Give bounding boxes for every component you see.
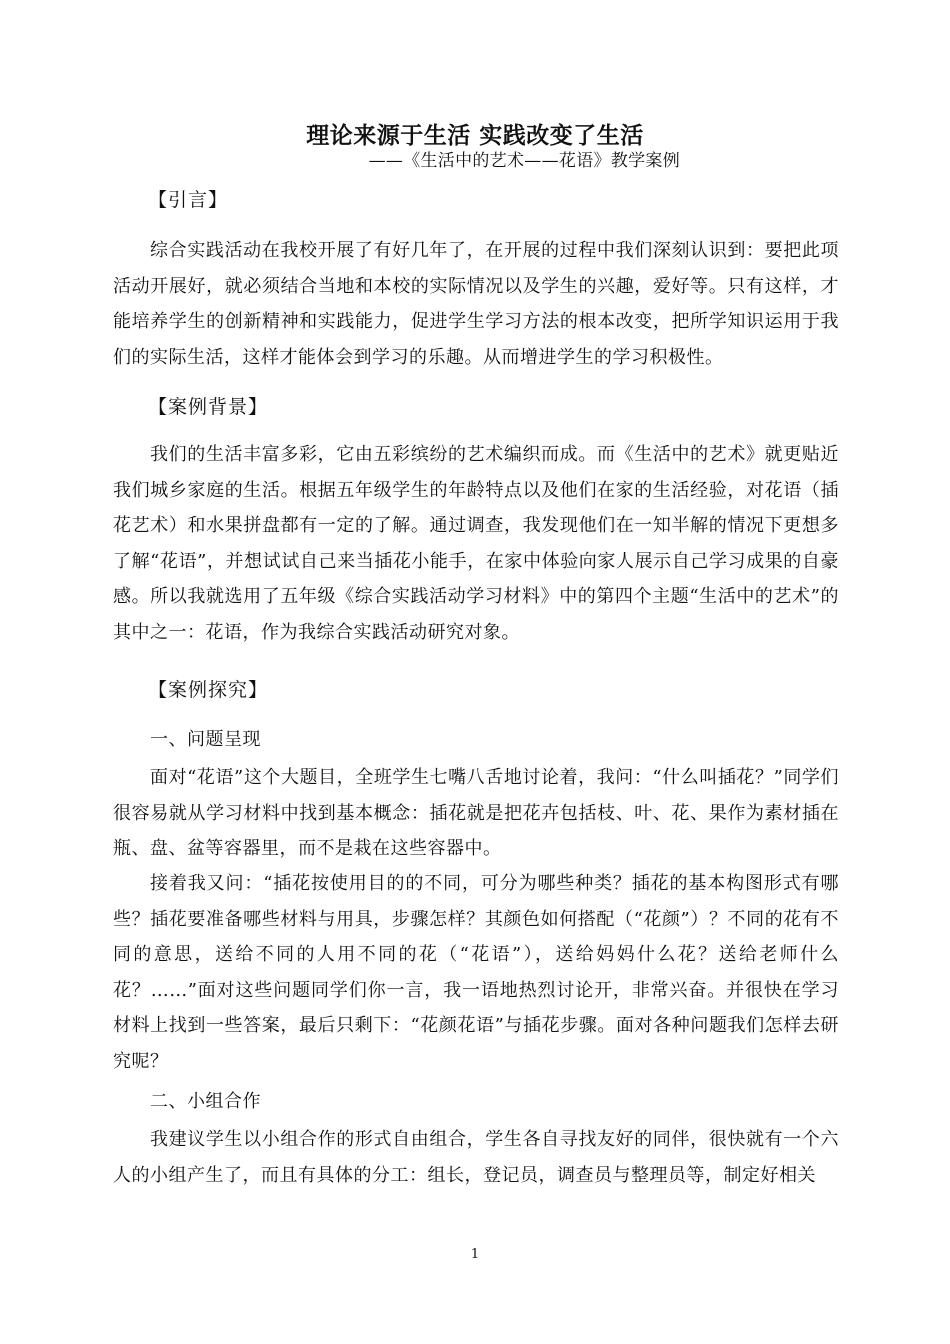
document-subtitle: ——《生活中的艺术——花语》教学案例 xyxy=(368,151,680,171)
problem-paragraph-2: 接着我又问：“插花按使用目的的不同，可分为哪些种类？插花的基本构图形式有哪些？插花要准备哪些材料与用具，步骤怎样？其颜色如何搭配（“花颜”）？不同的花有不同的意思，送给不同的人用不同的花（“花语”），送给妈妈什么花？送给老师什么花？……”面对这些问题同学们你一言，我一语地热烈讨论开，非常兴奋。并很快在学习材料上找到一些答案，最后只剩下：“花颜花语”与插花步骤。面对各种问题我们怎样去研究呢？ xyxy=(113,873,839,1072)
document-title: 理论来源于生活 实践改变了生活 xyxy=(306,123,644,149)
section-heading-background: 【案例背景】 xyxy=(148,396,269,418)
page-number: 1 xyxy=(470,1247,480,1262)
intro-paragraph: 综合实践活动在我校开展了有好几年了，在开展的过程中我们深刻认识到：要把此项活动开展好，就必须结合当地和本校的实际情况以及学生的兴趣，爱好等。只有这样，才能培养学生的创新精神和实践能力，促进学生学习方法的根本改变，把所学知识运用于我们的实际生活，这样才能体会到学习的乐趣。从而增进学生的学习积极性。 xyxy=(113,240,839,368)
section-heading-intro: 【引言】 xyxy=(148,189,229,211)
background-paragraph: 我们的生活丰富多彩，它由五彩缤纷的艺术编织而成。而《生活中的艺术》就更贴近我们城乡家庭的生活。根据五年级学生的年龄特点以及他们在家的生活经验，对花语（插花艺术）和水果拼盘都有一定的了解。通过调查，我发现他们在一知半解的情况下更想多了解“花语”，并想试试自己来当插花小能手，在家中体验向家人展示自己学习成果的自豪感。所以我就选用了五年级《综合实践活动学习材料》中的第四个主题“生活中的艺术”的其中之一：花语，作为我综合实践活动研究对象。 xyxy=(113,444,839,643)
section-heading-inquiry: 【案例探究】 xyxy=(148,679,269,701)
subheading-group-work: 二、小组合作 xyxy=(150,1091,261,1112)
problem-paragraph-1: 面对“花语”这个大题目，全班学生七嘴八舌地讨论着，我问：“什么叫插花？”同学们很容易就从学习材料中找到基本概念：插花就是把花卉包括枝、叶、花、果作为素材插在瓶、盘、盆等容器里，而不是栽在这些容器中。 xyxy=(113,767,839,859)
subheading-problem: 一、问题呈现 xyxy=(150,729,261,750)
group-work-paragraph-1: 我建议学生以小组合作的形式自由组合，学生各自寻找友好的同伴，很快就有一个六人的小组产生了，而且有具体的分工：组长，登记员，调查员与整理员等，制定好相关 xyxy=(113,1129,839,1186)
